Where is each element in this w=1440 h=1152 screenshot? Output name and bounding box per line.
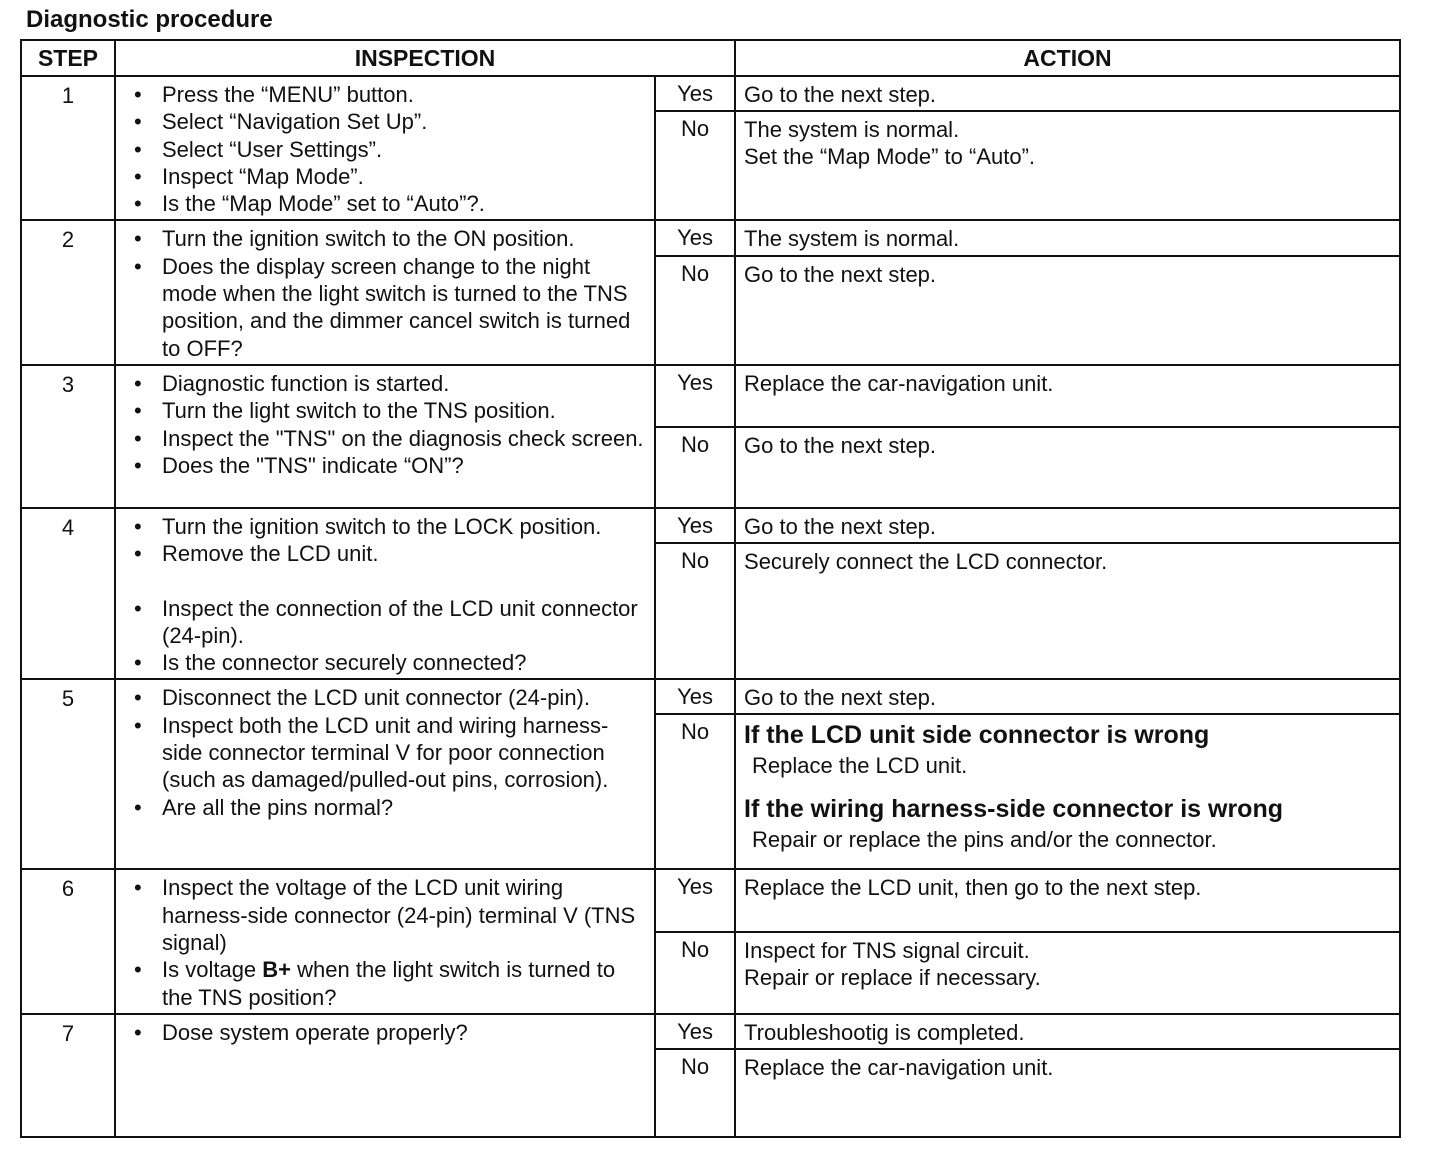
- inspection-text: when the light switch is turned to the TNS position?: [162, 957, 616, 1010]
- yes-action: [735, 679, 1400, 714]
- header-action: ACTION: [735, 40, 1400, 76]
- inspection-item: [130, 956, 648, 1011]
- header-inspection: INSPECTION: [115, 40, 735, 76]
- inspection-item: • Diagnostic function is started.: [130, 370, 648, 397]
- inspection-item: • Press the “MENU” button.: [130, 81, 648, 108]
- page-title: Diagnostic procedure: [26, 6, 273, 33]
- diagnostic-table: [20, 39, 1401, 1138]
- yes-action: [735, 220, 1400, 255]
- no-action: [735, 256, 1400, 365]
- action-line: Go to the next step.: [744, 432, 937, 458]
- action-line: Securely connect the LCD connector.: [744, 549, 1108, 575]
- step-inspection: [115, 508, 655, 679]
- header-step: STEP: [21, 40, 115, 76]
- table-row: [21, 508, 1400, 543]
- action-line: The system is normal.: [744, 226, 960, 252]
- inspection-item: • Are all the pins normal?: [130, 794, 648, 821]
- voltage-value: B+: [262, 957, 292, 983]
- action-line: Repair or replace the pins and/or the connector.: [752, 827, 1217, 853]
- action-line: Repair or replace if necessary.: [744, 965, 1041, 991]
- action-line: Go to the next step.: [744, 685, 937, 711]
- inspection-item: • Inspect the voltage of the LCD unit wiring harness-side connector (24-pin) terminal V (TNS signal): [130, 874, 648, 956]
- action-line: Go to the next step.: [744, 82, 937, 107]
- table-header-row: [21, 40, 1400, 76]
- inspection-item: • Inspect the connection of the LCD unit connector (24-pin).: [130, 595, 648, 650]
- no-action: [735, 427, 1400, 508]
- action-heading: If the LCD unit side connector is wrong: [744, 721, 1210, 750]
- no-action: [735, 543, 1400, 679]
- yes-action: [735, 508, 1400, 543]
- step-inspection: [115, 869, 655, 1013]
- yes-label: Yes: [655, 679, 735, 714]
- action-line: Replace the LCD unit, then go to the next step.: [744, 875, 1202, 901]
- step-number: 3: [21, 365, 115, 508]
- inspection-item: • Inspect both the LCD unit and wiring harness-side connector terminal V for poor connection (such as damaged/pulled-out pins, corrosion).: [130, 712, 648, 794]
- no-label: No: [655, 543, 735, 679]
- action-line: Replace the LCD unit.: [752, 753, 968, 779]
- step-inspection: [115, 679, 655, 869]
- action-line: Set the “Map Mode” to “Auto”.: [744, 144, 1036, 170]
- inspection-item: • Remove the LCD unit.: [130, 540, 648, 567]
- inspection-item: • Dose system operate properly?: [130, 1019, 648, 1046]
- yes-label: Yes: [655, 365, 735, 427]
- step-number: 7: [21, 1014, 115, 1137]
- no-action: [735, 111, 1400, 220]
- yes-label: Yes: [655, 508, 735, 543]
- no-action: [735, 932, 1400, 1014]
- no-label: No: [655, 932, 735, 1014]
- table-row: [21, 76, 1400, 111]
- action-line: Go to the next step.: [744, 513, 937, 539]
- inspection-item: • Select “User Settings”.: [130, 136, 648, 163]
- no-action: [735, 1049, 1400, 1137]
- table-row: [21, 679, 1400, 714]
- yes-action: [735, 76, 1400, 111]
- no-label: No: [655, 1049, 735, 1137]
- step-number: 6: [21, 869, 115, 1013]
- action-line: Replace the car-navigation unit.: [744, 1054, 1054, 1080]
- no-label: No: [655, 256, 735, 365]
- inspection-item: • Is the “Map Mode” set to “Auto”?.: [130, 190, 648, 217]
- inspection-item: • Is the connector securely connected?: [130, 649, 648, 676]
- yes-label: Yes: [655, 76, 735, 111]
- action-line: Inspect for TNS signal circuit.: [744, 938, 1030, 964]
- inspection-item: • Inspect “Map Mode”.: [130, 163, 648, 190]
- inspection-item: • Does the display screen change to the night mode when the light switch is turned to the TNS position, and the dimmer cancel switch is turned to OFF?: [130, 253, 648, 362]
- table-row: [21, 365, 1400, 427]
- yes-action: [735, 365, 1400, 427]
- yes-label: Yes: [655, 869, 735, 932]
- yes-action: [735, 1014, 1400, 1049]
- yes-action: [735, 869, 1400, 932]
- inspection-item: • Inspect the "TNS" on the diagnosis check screen.: [130, 425, 648, 452]
- no-action: [735, 714, 1400, 869]
- inspection-item: • Turn the ignition switch to the LOCK position.: [130, 513, 648, 540]
- inspection-text: Is voltage: [162, 957, 263, 983]
- yes-label: Yes: [655, 220, 735, 255]
- inspection-item: • Select “Navigation Set Up”.: [130, 108, 648, 135]
- step-number: 2: [21, 220, 115, 364]
- table-row: [21, 869, 1400, 932]
- action-heading: If the wiring harness-side connector is wrong: [744, 795, 1283, 824]
- no-label: No: [655, 714, 735, 869]
- action-line: Troubleshootig is completed.: [744, 1019, 1025, 1045]
- action-line: The system is normal.: [744, 117, 960, 143]
- table-row: [21, 220, 1400, 255]
- step-inspection: [115, 1014, 655, 1137]
- inspection-item: • Turn the ignition switch to the ON position.: [130, 225, 648, 252]
- no-label: No: [655, 427, 735, 508]
- inspection-item: • Does the "TNS" indicate “ON”?: [130, 452, 648, 479]
- yes-label: Yes: [655, 1014, 735, 1049]
- action-line: Replace the car-navigation unit.: [744, 370, 1054, 396]
- step-inspection: [115, 76, 655, 220]
- step-number: 1: [21, 76, 115, 220]
- inspection-item: • Disconnect the LCD unit connector (24-pin).: [130, 684, 648, 711]
- step-number: 4: [21, 508, 115, 679]
- step-number: 5: [21, 679, 115, 869]
- inspection-item: • Turn the light switch to the TNS position.: [130, 397, 648, 424]
- step-inspection: [115, 365, 655, 508]
- action-line: Go to the next step.: [744, 261, 937, 287]
- table-row: [21, 1014, 1400, 1049]
- no-label: No: [655, 111, 735, 220]
- step-inspection: [115, 220, 655, 364]
